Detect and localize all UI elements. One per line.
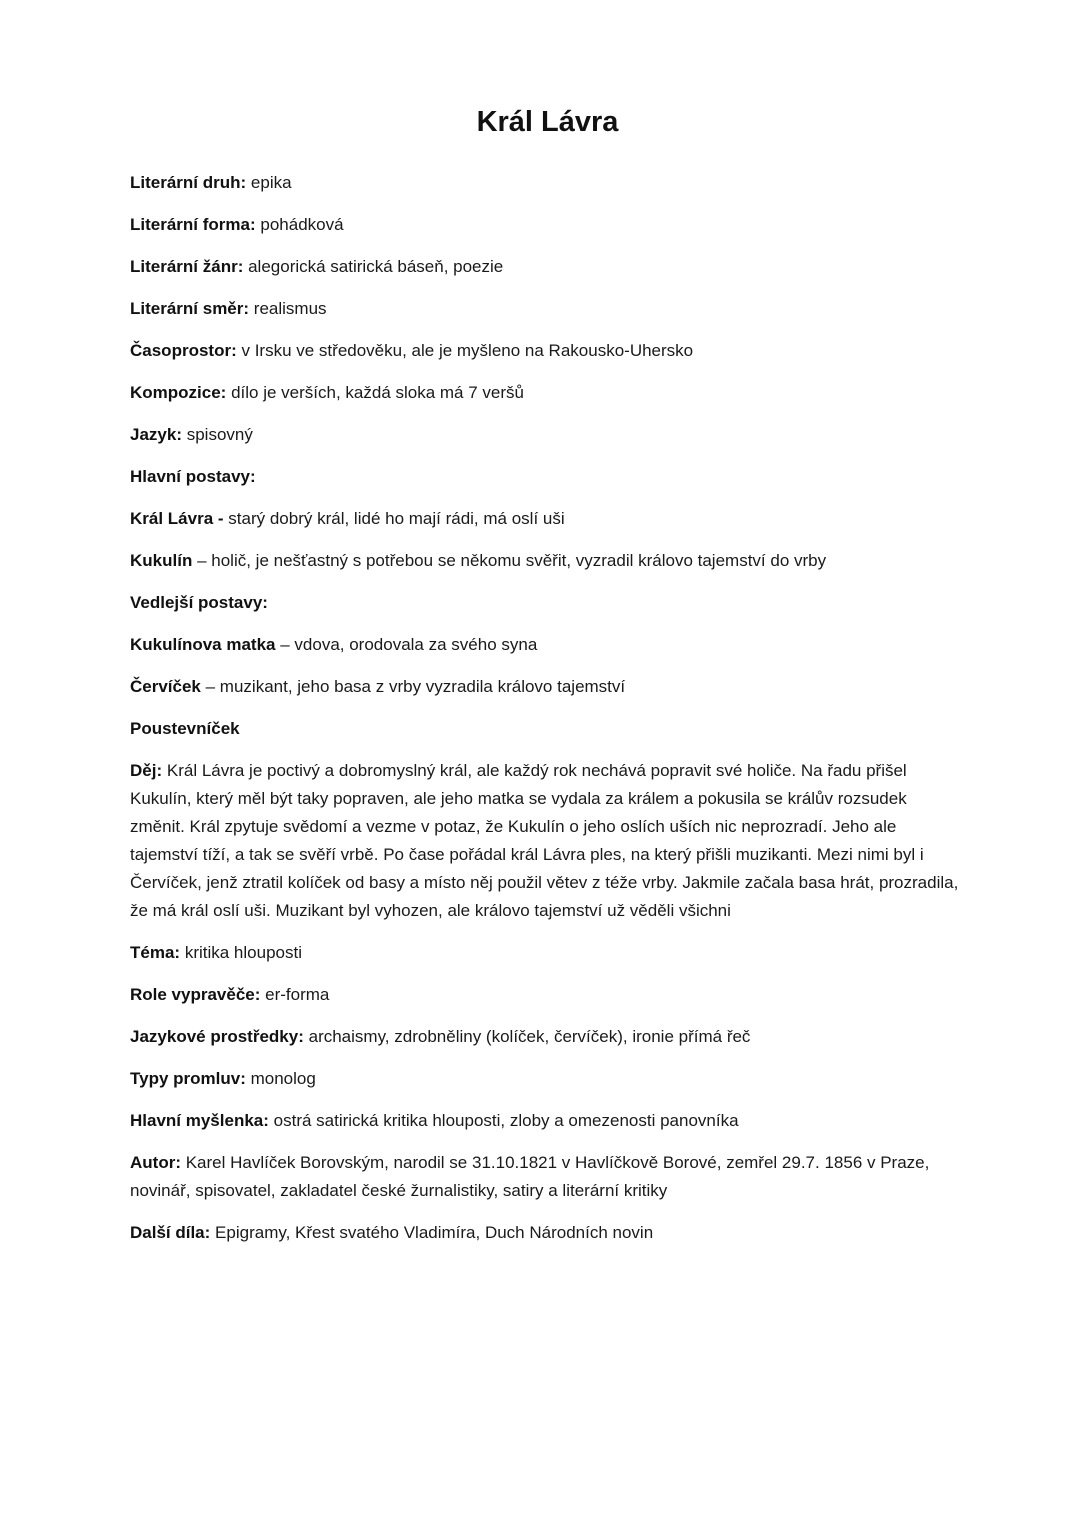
field-label: Hlavní myšlenka: [130, 1111, 269, 1130]
field-hlavni-myslenka [130, 1107, 965, 1135]
field-kompozice [130, 379, 965, 407]
field-role-vypravece [130, 981, 965, 1009]
character-description: – vdova, orodovala za svého syna [280, 635, 538, 654]
field-jazykove-prostredky [130, 1023, 965, 1051]
field-label: Typy promluv: [130, 1069, 246, 1088]
field-label: Literární žánr: [130, 257, 244, 276]
character-name: Kukulínova matka [130, 635, 276, 654]
field-dalsi-dila [130, 1219, 965, 1247]
character-kukulinova-matka [130, 631, 965, 659]
field-label: Jazykové prostředky: [130, 1027, 304, 1046]
field-value: er-forma [265, 985, 330, 1004]
character-kral-lavra [130, 505, 965, 533]
field-typy-promluv [130, 1065, 965, 1093]
field-value: spisovný [186, 425, 253, 444]
character-description: – holič, je nešťastný s potřebou se někomu svěřit, vyzradil královo tajemství do vrby [197, 551, 827, 570]
field-label: Další díla: [130, 1223, 211, 1242]
document-title: Král Lávra [476, 106, 619, 138]
field-label: Literární forma: [130, 215, 256, 234]
field-value: kritika hlouposti [184, 943, 302, 962]
field-casoprostor [130, 337, 965, 365]
field-literarni-druh [130, 169, 965, 197]
section-heading-label: Hlavní postavy: [130, 467, 256, 486]
field-literarni-forma [130, 211, 965, 239]
field-dej [130, 757, 965, 925]
field-value: ostrá satirická kritika hlouposti, zloby a omezenosti panovníka [273, 1111, 739, 1130]
field-jazyk [130, 421, 965, 449]
field-label: Literární druh: [130, 173, 247, 192]
field-value: Karel Havlíček Borovským, narodil se 31.10.1821 v Havlíčkově Borové, zemřel 29.7. 1856 v Praze, novinář, spisovatel, zakladatel české žurnalistiky, satiry a literární kritiky [130, 1153, 930, 1200]
field-value: monolog [250, 1069, 316, 1088]
section-heading-label: Vedlejší postavy: [130, 593, 268, 612]
field-value: Král Lávra je poctivý a dobromyslný král, ale každý rok nechává popravit své holiče. Na řadu přišel Kukulín, který měl být taky popraven, ale jeho matka se vydala za králem a pokusila se králův rozsudek změnit. Král zpytuje svědomí a vezme v potaz, že Kukulín o jeho oslích uších nic neprozradí. Jeho ale tajemství tíží, a tak se svěří vrbě. Po čase pořádal král Lávra ples, na který přišli muzikanti. Mezi nimi byl i Červíček, jenž ztratil kolíček od basy a místo něj použil větev z téže vrby. Jakmile začala basa hrát, prozradila, že má král oslí uši. Muzikant byl vyhozen, ale královo tajemství už věděli všichni [130, 761, 959, 920]
field-value: pohádková [260, 215, 344, 234]
field-value: alegorická satirická báseň, poezie [248, 257, 504, 276]
field-autor [130, 1149, 965, 1205]
character-name: Červíček [130, 677, 201, 696]
field-label: Role vypravěče: [130, 985, 261, 1004]
field-label: Jazyk: [130, 425, 182, 444]
character-name: Kukulín [130, 551, 193, 570]
field-value: Epigramy, Křest svatého Vladimíra, Duch Národních novin [215, 1223, 654, 1242]
field-value: epika [250, 173, 292, 192]
character-description: starý dobrý král, lidé ho mají rádi, má oslí uši [228, 509, 565, 528]
field-label: Časoprostor: [130, 341, 237, 360]
character-name: Král Lávra - [130, 509, 224, 528]
field-value: archaismy, zdrobněliny (kolíček, červíček), ironie přímá řeč [308, 1027, 751, 1046]
field-tema [130, 939, 965, 967]
section-heading-main-characters [130, 463, 965, 491]
character-kukulin [130, 547, 965, 575]
character-description: – muzikant, jeho basa z vrby vyzradila královo tajemství [205, 677, 626, 696]
section-heading-side-characters [130, 589, 965, 617]
character-cervicek [130, 673, 965, 701]
character-poustevnicek [130, 715, 965, 743]
field-value: v Irsku ve středověku, ale je myšleno na Rakousko-Uhersko [241, 341, 694, 360]
field-label: Literární směr: [130, 299, 250, 318]
field-value: dílo je verších, každá sloka má 7 veršů [231, 383, 524, 402]
field-literarni-zanr [130, 253, 965, 281]
field-label: Kompozice: [130, 383, 227, 402]
field-label: Téma: [130, 943, 181, 962]
field-literarni-smer [130, 295, 965, 323]
field-label: Autor: [130, 1153, 181, 1172]
field-label: Děj: [130, 761, 163, 780]
field-value: realismus [253, 299, 327, 318]
character-name: Poustevníček [130, 719, 240, 738]
